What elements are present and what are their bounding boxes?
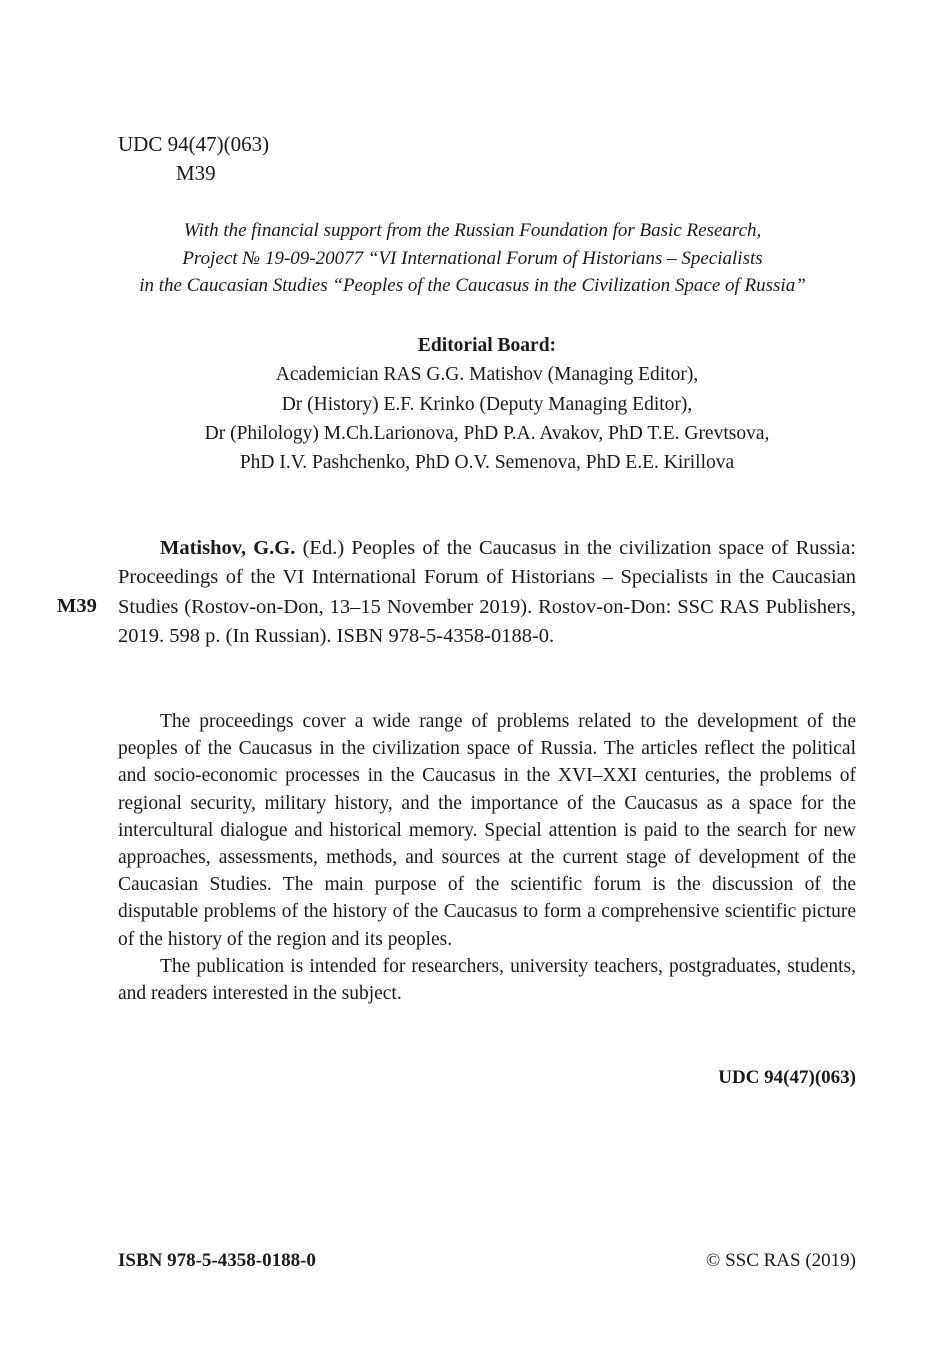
citation-paragraph — [118, 534, 856, 651]
abstract-paragraph: The publication is intended for researchers, university teachers, postgraduates, students, and readers interested in the subject. — [118, 955, 856, 1005]
funding-line: in the Caucasian Studies “Peoples of the Caucasus in the Civilization Space of Russia” — [139, 275, 806, 296]
citation-author: Matishov, G.G. — [160, 537, 296, 559]
abstract — [118, 708, 856, 1007]
funding-line: With the financial support from the Russian Foundation for Basic Research, — [183, 220, 762, 241]
udc-header — [118, 130, 269, 188]
udc-code: UDC 94(47)(063) — [118, 132, 270, 156]
citation-text: (Ed.) Peoples of the Caucasus in the civilization space of Russia: Proceedings of the VI International Forum of Historians – Specialists in the Caucasian Studies (Rostov-on-Don, 13–15 November 2019). Rostov-on-Don: SSC RAS Publishers, 2019. 598 p. (In Russian). ISBN 978-5-4358-0188-0. — [118, 537, 856, 647]
funding-line: Project № 19-09-20077 “VI International Forum of Historians – Specialists — [182, 247, 763, 269]
editorial-board — [118, 331, 856, 477]
citation-side-mark: M39 — [57, 595, 97, 617]
udc-footer: UDC 94(47)(063) — [718, 1067, 856, 1088]
editorial-board-line: PhD I.V. Pashchenko, PhD O.V. Semenova, PhD E.E. Kirillova — [239, 452, 735, 474]
funding-note — [110, 217, 835, 300]
abstract-paragraph: The proceedings cover a wide range of problems related to the development of the peoples of the Caucasus in the civilization space of Russia. The articles reflect the political and socio-economic processes in the Caucasus in the XVI–XXI centuries, the problems of regional security, military history, and the importance of the Caucasus as a space for the intercultural dialogue and historical memory. Special attention is paid to the search for new approaches, assessments, methods, and sources at the current stage of development of the Caucasian Studies. The main purpose of the scientific forum is the discussion of the disputable problems of the history of the Caucasus to form a comprehensive scientific picture of the history of the region and its peoples. — [118, 711, 856, 950]
isbn: ISBN 978-5-4358-0188-0 — [118, 1250, 316, 1271]
bibliographic-citation — [118, 534, 856, 651]
author-mark: M39 — [176, 161, 216, 185]
editorial-board-line: Dr (Philology) M.Ch.Larionova, PhD P.A. Avakov, PhD T.E. Grevtsova, — [204, 422, 770, 444]
copyright: © SSC RAS (2019) — [705, 1250, 856, 1271]
editorial-board-line: Academician RAS G.G. Matishov (Managing Editor), — [275, 364, 699, 386]
editorial-board-line: Dr (History) E.F. Krinko (Deputy Managing Editor), — [281, 393, 693, 415]
editorial-board-heading: Editorial Board: — [417, 335, 557, 356]
